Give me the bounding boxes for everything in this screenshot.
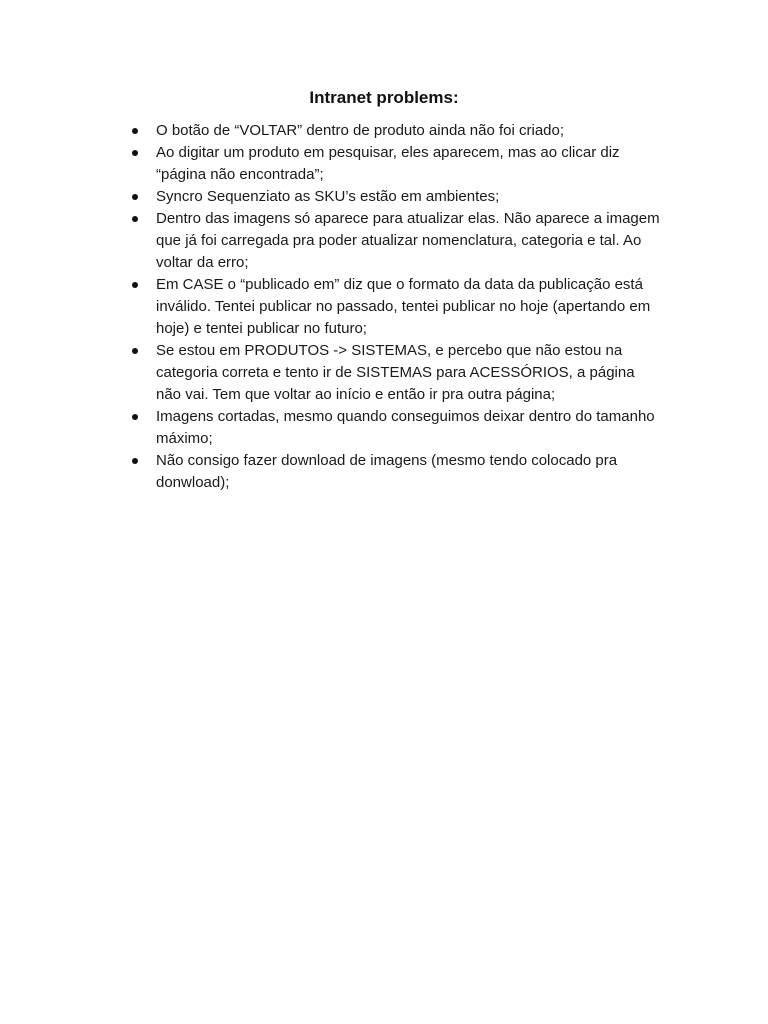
issue-text: Dentro das imagens só aparece para atualizar elas. Não aparece a imagem que já foi carregada pra poder atualizar nomenclatura, categoria e tal. Ao voltar da erro;: [156, 210, 660, 271]
issue-item: [131, 340, 661, 406]
issue-text: Imagens cortadas, mesmo quando conseguimos deixar dentro do tamanho máximo;: [156, 408, 655, 447]
issue-item: [131, 142, 661, 186]
issue-text: Se estou em PRODUTOS -> SISTEMAS, e percebo que não estou na categoria correta e tento ir de SISTEMAS para ACESSÓRIOS, a página não vai. Tem que voltar ao início e então ir pra outra página;: [156, 342, 635, 403]
bullet-icon: [132, 194, 138, 200]
issue-item: [131, 450, 661, 494]
issue-text: O botão de “VOLTAR” dentro de produto ainda não foi criado;: [156, 122, 565, 139]
bullet-icon: [132, 128, 138, 134]
issue-text: Syncro Sequenziato as SKU’s estão em ambientes;: [156, 188, 500, 205]
bullet-icon: [132, 216, 138, 222]
issue-list: [131, 120, 661, 494]
issue-text: Não consigo fazer download de imagens (mesmo tendo colocado pra donwload);: [156, 452, 618, 491]
bullet-icon: [132, 150, 138, 156]
issue-item: [131, 186, 661, 208]
bullet-icon: [132, 414, 138, 420]
issue-item: [131, 208, 661, 274]
issue-text: Ao digitar um produto em pesquisar, eles aparecem, mas ao clicar diz “página não encontrada”;: [156, 144, 620, 183]
issue-item: [131, 406, 661, 450]
bullet-icon: [132, 282, 138, 288]
issue-text: Em CASE o “publicado em” diz que o formato da data da publicação está inválido. Tentei publicar no passado, tentei publicar no hoje (apertando em hoje) e tentei publicar no futuro;: [156, 276, 651, 337]
issue-item: [131, 274, 661, 340]
document-title: Intranet problems:: [309, 88, 459, 107]
bullet-icon: [132, 348, 138, 354]
bullet-icon: [132, 458, 138, 464]
issue-item: [131, 120, 661, 142]
